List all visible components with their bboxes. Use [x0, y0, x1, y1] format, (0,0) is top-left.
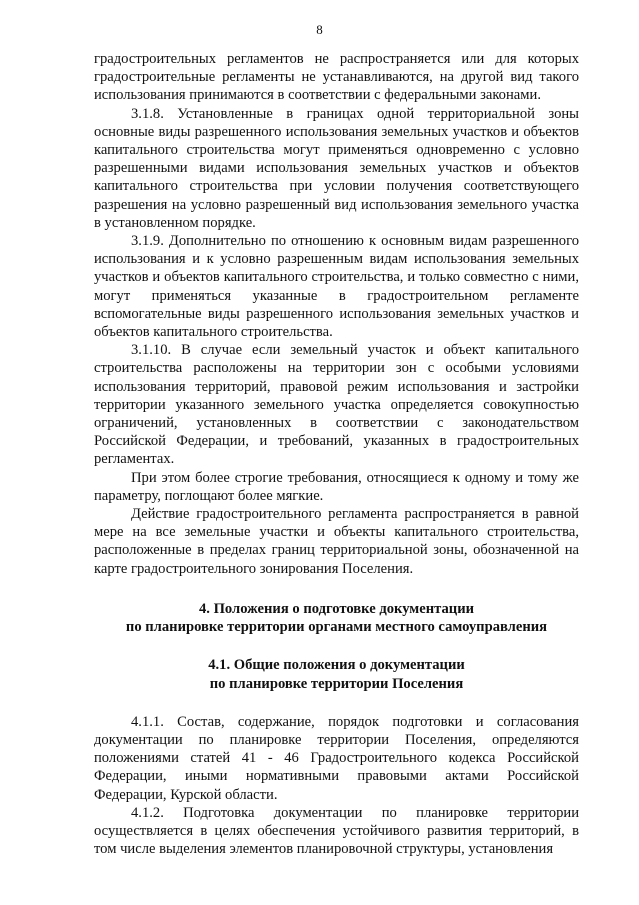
- subsection-4-1-heading: [94, 656, 579, 692]
- subsection-4-1-heading-line2: по планировке территории Поселения: [209, 675, 464, 692]
- paragraph-3-1-10: 3.1.10. В случае если земельный участок и объект капитального строительства расположены на территории зон с особыми условиями использования территорий, правовой режим использования и застройки территории указанного земельного участка определяется совокупностью ограничений, установленных в соответствии с законодательством Российской Федерации, и требований, указанных в градостроительных регламентах.: [94, 342, 579, 468]
- subsection-4-1-heading-line1: 4.1. Общие положения о документации: [208, 657, 465, 674]
- page-number: 8: [316, 22, 323, 37]
- page-content: [94, 50, 579, 858]
- paragraph-stricter-requirements: При этом более строгие требования, относящиеся к одному и тому же параметру, поглощают более мягкие.: [94, 469, 579, 504]
- paragraph-3-1-8: 3.1.8. Установленные в границах одной территориальной зоны основные виды разрешенного использования земельных участков и объектов капитального строительства могут применяться одновременно с условно разрешенными видами использования земельных участков и объектов капитального строительства при условии получения соответствующего разрешения на условно разрешенный вид использования земельного участка в установленном порядке.: [94, 105, 579, 231]
- paragraph-4-1-2: 4.1.2. Подготовка документации по планировке территории осуществляется в целях обеспечения устойчивого развития территорий, в том числе выделения элементов планировочной структуры, установления: [94, 804, 579, 858]
- section-4-heading: [94, 600, 579, 636]
- section-4-heading-line2: по планировке территории органами местного самоуправления: [125, 619, 548, 636]
- paragraph-regulation-scope: Действие градостроительного регламента распространяется в равной мере на все земельные участки и объекты капитального строительства, расположенные в пределах границ территориальной зоны, обозначенной на карте градостроительного зонирования Поселения.: [94, 506, 579, 577]
- paragraph-4-1-1: 4.1.1. Состав, содержание, порядок подготовки и согласования документации по планировке территории Поселения, определяются положениями статей 41 - 46 Градостроительного кодекса Российской Федерации, иными нормативными правовыми актами Российской Федерации, Курской области.: [94, 713, 579, 803]
- paragraph-3-1-9: 3.1.9. Дополнительно по отношению к основным видам разрешенного использования и к условно разрешенным видам использования земельных участков и объектов капитального строительства, и только совместно с ними, могут применяться указанные в градостроительном регламенте вспомогательные виды разрешенного использования земельных участков и объектов капитального строительства.: [94, 233, 579, 341]
- section-4-heading-line1: 4. Положения о подготовке документации: [198, 600, 475, 617]
- paragraph-continuation: градостроительных регламентов не распространяется или для которых градостроительные регламенты не устанавливаются, на другой вид такого использования принимаются в соответствии с федеральными законами.: [94, 51, 579, 104]
